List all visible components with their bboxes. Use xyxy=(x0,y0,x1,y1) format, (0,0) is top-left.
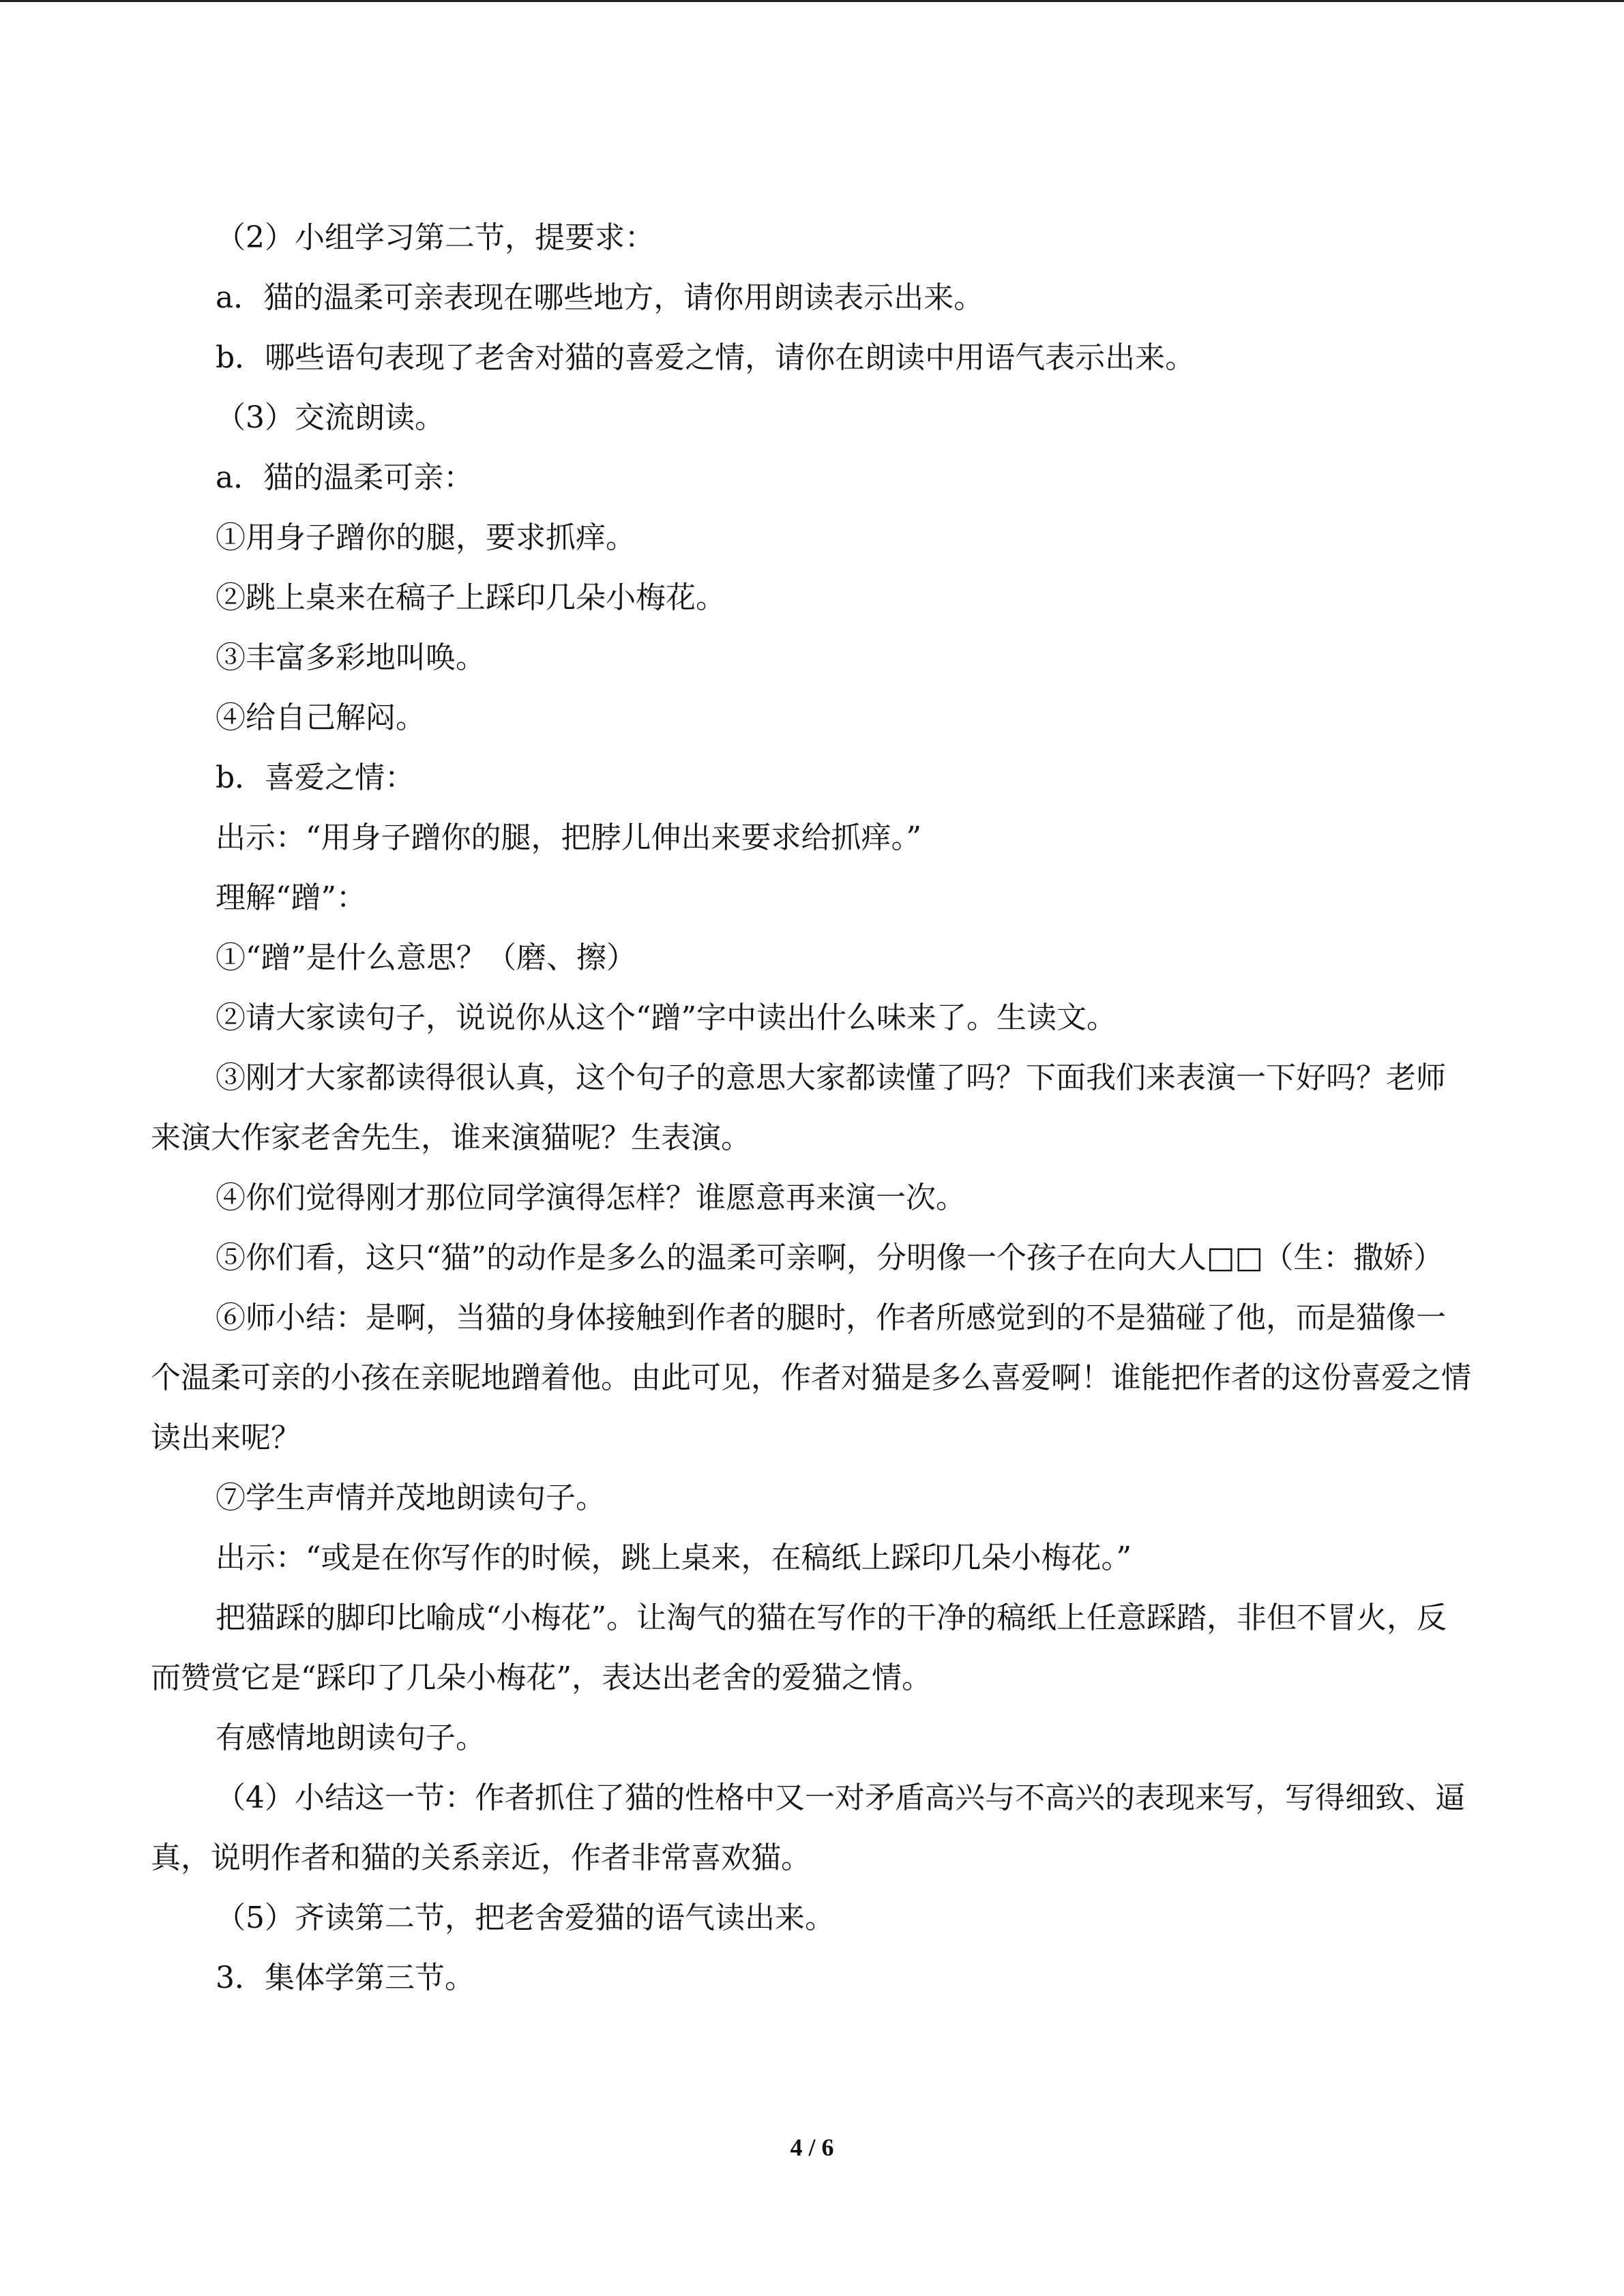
paragraph: ③刚才大家都读得很认真，这个句子的意思大家都读懂了吗？下面我们来表演一下好吗？老师来演大作家老舍先生，谁来演猫呢？生表演。 xyxy=(151,1060,1446,1155)
paragraph: ②请大家读句子，说说你从这个“蹭”字中读出什么味来了。生读文。 xyxy=(216,1000,1117,1035)
paragraph: 出示：“或是在你写作的时候，跳上桌来，在稿纸上踩印几朵小梅花。” xyxy=(216,1540,1132,1575)
paragraph: a．猫的温柔可亲： xyxy=(216,460,474,495)
page-number: 4 / 6 xyxy=(790,2134,834,2161)
paragraph: ①“蹭”是什么意思？（磨、擦） xyxy=(216,940,636,975)
paragraph: ③丰富多彩地叫唤。 xyxy=(216,640,486,675)
paragraph: 把猫踩的脚印比喻成“小梅花”。让淘气的猫在写作的干净的稿纸上任意踩踏，非但不冒火，反而赞赏它是“踩印了几朵小梅花”，表达出老舍的爱猫之情。 xyxy=(151,1600,1447,1695)
paragraph: a．猫的温柔可亲表现在哪些地方，请你用朗读表示出来。 xyxy=(216,280,984,315)
paragraph: 有感情地朗读句子。 xyxy=(216,1720,486,1755)
paragraph: （5）齐读第二节，把老舍爱猫的语气读出来。 xyxy=(216,1900,835,1935)
paragraph: ②跳上桌来在稿子上踩印几朵小梅花。 xyxy=(216,580,726,615)
paragraph: 3．集体学第三节。 xyxy=(216,1960,475,1995)
paragraph: ①用身子蹭你的腿，要求抓痒。 xyxy=(216,520,636,555)
paragraph: 理解“蹭”： xyxy=(216,880,366,915)
paragraph: ④你们觉得刚才那位同学演得怎样？谁愿意再来演一次。 xyxy=(216,1180,966,1215)
document-body xyxy=(151,208,1474,2008)
paragraph: （3）交流朗读。 xyxy=(216,400,445,435)
top-border-line xyxy=(0,0,1624,2)
paragraph: （2）小组学习第二节，提要求： xyxy=(216,220,655,255)
paragraph: ⑥师小结：是啊，当猫的身体接触到作者的腿时，作者所感觉到的不是猫碰了他，而是猫像一个温柔可亲的小孩在亲昵地蹭着他。由此可见，作者对猫是多么喜爱啊！谁能把作者的这份喜爱之情读出来呢？ xyxy=(151,1300,1471,1455)
paragraph: ④给自己解闷。 xyxy=(216,700,426,735)
paragraph: （4）小结这一节：作者抓住了猫的性格中又一对矛盾高兴与不高兴的表现来写，写得细致、逼真，说明作者和猫的关系亲近，作者非常喜欢猫。 xyxy=(151,1780,1465,1875)
paragraph: b．哪些语句表现了老舍对猫的喜爱之情，请你在朗读中用语气表示出来。 xyxy=(216,340,1196,375)
paragraph: ⑦学生声情并茂地朗读句子。 xyxy=(216,1480,606,1515)
paragraph: b．喜爱之情： xyxy=(216,760,415,795)
paragraph: 出示：“用身子蹭你的腿，把脖儿伸出来要求给抓痒。” xyxy=(216,820,921,855)
paragraph: ⑤你们看，这只“猫”的动作是多么的温柔可亲啊，分明像一个孩子在向大人□□（生：撒娇） xyxy=(216,1240,1444,1275)
